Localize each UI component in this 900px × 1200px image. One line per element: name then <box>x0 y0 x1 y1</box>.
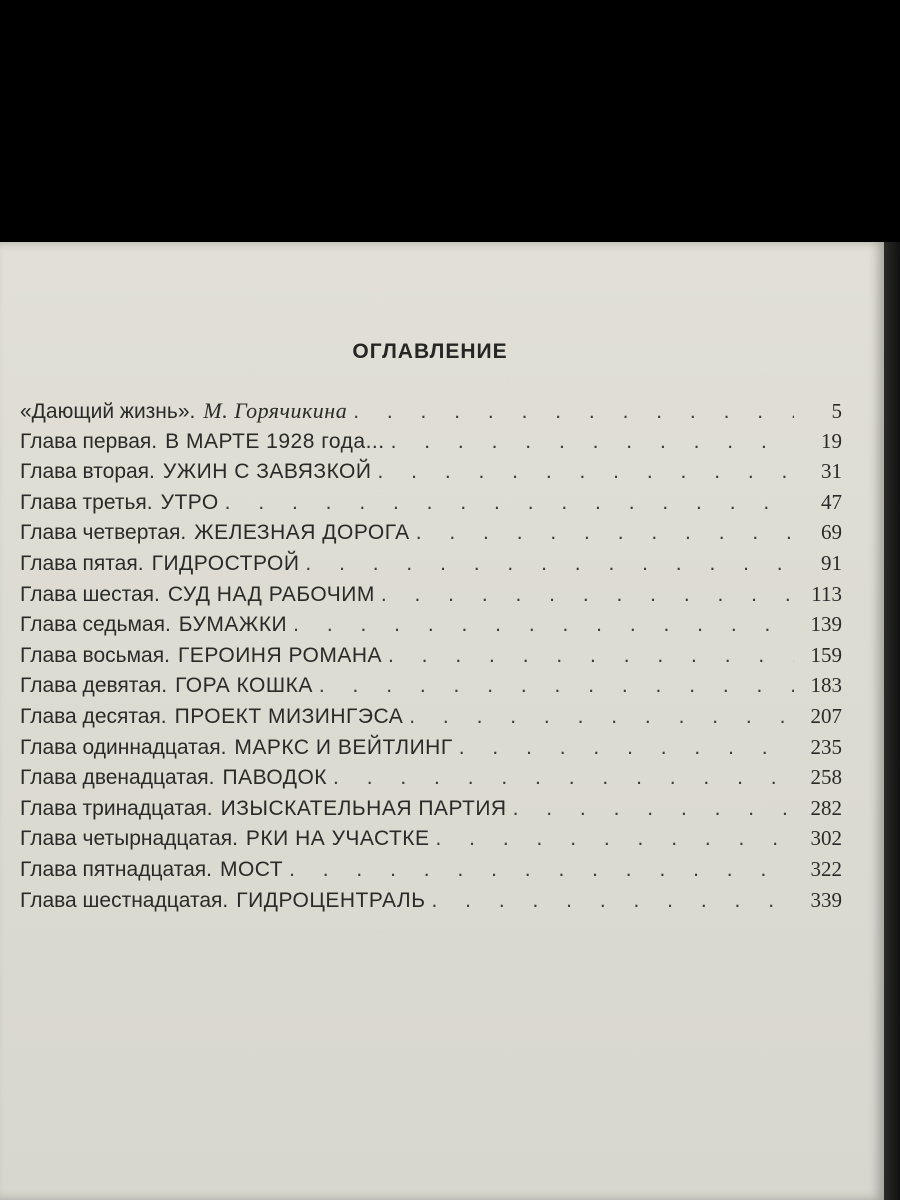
toc-page-number: 258 <box>810 765 842 790</box>
toc-page-number: 339 <box>810 887 842 912</box>
toc-entry <box>20 673 842 704</box>
toc-dot-leader <box>333 766 794 790</box>
toc-dot-leader <box>513 797 794 821</box>
toc-page-number: 5 <box>831 399 842 423</box>
toc-entry-prefix: Глава тринадцатая. <box>20 796 213 820</box>
toc-entry-prefix: Глава шестнадцатая. <box>20 888 229 912</box>
toc-page-number: 235 <box>810 734 842 759</box>
toc-entry-prefix: Глава первая. <box>20 429 158 453</box>
toc-entry <box>20 582 842 613</box>
toc-entry-title: МОСТ <box>219 857 284 881</box>
toc-page-number: 282 <box>810 795 842 820</box>
toc-entry <box>20 551 842 582</box>
toc-entry <box>20 398 842 429</box>
toc-entry-prefix: Глава пятая. <box>20 551 144 575</box>
toc-entry <box>20 459 842 490</box>
toc-entry-title: ПРОЕКТ МИЗИНГЭСА <box>174 704 404 728</box>
toc-entry-title: УТРО <box>160 490 219 514</box>
toc-entry <box>20 888 842 919</box>
toc-entry-title: ЖЕЛЕЗНАЯ ДОРОГА <box>194 521 410 545</box>
toc-dot-leader <box>388 644 794 668</box>
toc-dot-leader <box>289 858 794 882</box>
toc-dot-leader <box>391 430 794 454</box>
toc-page-number: 159 <box>810 642 842 667</box>
toc-dot-leader <box>319 674 794 698</box>
toc-entry-author: М. Горячикина <box>203 398 348 423</box>
toc-entry-prefix: Глава седьмая. <box>20 613 171 637</box>
toc-page-number: 31 <box>821 459 842 484</box>
toc-dot-leader <box>378 460 795 484</box>
toc-dot-leader <box>436 827 794 851</box>
toc-entry-prefix: «Дающий жизнь». <box>20 400 196 423</box>
toc-entry <box>20 796 842 827</box>
toc-entry-title: БУМАЖКИ <box>178 613 288 637</box>
book-page <box>0 242 884 1200</box>
toc-entry-title: УЖИН С ЗАВЯЗКОЙ <box>162 460 372 484</box>
toc-page-number: 139 <box>810 612 842 637</box>
toc-entry-title: ГИДРОСТРОЙ <box>151 551 300 575</box>
page-title: ОГЛАВЛЕНИЕ <box>352 340 508 363</box>
toc-dot-leader <box>432 889 795 913</box>
toc-entry <box>20 643 842 674</box>
toc-dot-leader <box>305 552 794 576</box>
toc-entry <box>20 704 842 735</box>
toc-page-number: 91 <box>821 550 842 575</box>
toc-page-number: 47 <box>821 489 842 514</box>
toc-entry-title: МАРКС И ВЕЙТЛИНГ <box>234 735 453 759</box>
toc-entry-title: РКИ НА УЧАСТКЕ <box>245 827 430 851</box>
toc-dot-leader <box>409 705 794 729</box>
toc-dot-leader <box>416 521 794 545</box>
toc-dot-leader <box>353 400 794 424</box>
toc-page-number: 183 <box>810 673 842 698</box>
toc-entry <box>20 429 842 460</box>
toc-entry-title: ИЗЫСКАТЕЛЬНАЯ ПАРТИЯ <box>220 796 507 820</box>
toc-entry-title: В МАРТЕ 1928 года... <box>165 429 385 453</box>
toc-entry <box>20 520 842 551</box>
toc-entry-prefix: Глава восьмая. <box>20 643 170 667</box>
toc-entry-title: СУД НАД РАБОЧИМ <box>167 582 375 606</box>
table-of-contents <box>20 398 842 918</box>
toc-entry-title: ГИДРОЦЕНТРАЛЬ <box>236 888 426 912</box>
toc-page-number: 19 <box>821 428 842 453</box>
toc-entry-prefix: Глава пятнадцатая. <box>20 857 212 881</box>
toc-entry <box>20 765 842 796</box>
book-spine-shadow <box>884 242 900 1200</box>
toc-dot-leader <box>459 736 794 760</box>
toc-entry <box>20 490 842 521</box>
toc-entry-prefix: Глава шестая. <box>20 582 160 606</box>
toc-entry-prefix: Глава четырнадцатая. <box>20 827 238 851</box>
toc-entry-prefix: Глава вторая. <box>20 460 155 484</box>
toc-entry <box>20 612 842 643</box>
toc-page-number: 207 <box>810 703 842 728</box>
toc-page-number: 322 <box>810 856 842 881</box>
toc-entry-title: ГОРА КОШКА <box>175 674 313 698</box>
toc-entry-title: ПАВОДОК <box>222 766 328 790</box>
toc-entry-prefix: Глава девятая. <box>20 674 168 698</box>
toc-entry-prefix: Глава четвертая. <box>20 521 187 545</box>
toc-entry <box>20 826 842 857</box>
toc-entry-prefix: Глава двенадцатая. <box>20 766 215 790</box>
toc-dot-leader <box>293 613 794 637</box>
toc-entry-prefix: Глава десятая. <box>20 704 167 728</box>
toc-page-number: 69 <box>821 520 842 545</box>
toc-entry-title: ГЕРОИНЯ РОМАНА <box>177 643 383 667</box>
toc-entry <box>20 857 842 888</box>
toc-entry-prefix: Глава одиннадцатая. <box>20 735 227 759</box>
toc-entry-prefix: Глава третья. <box>20 490 153 514</box>
toc-page-number: 302 <box>810 826 842 851</box>
toc-dot-leader <box>381 583 794 607</box>
toc-dot-leader <box>225 491 794 515</box>
toc-entry <box>20 735 842 766</box>
toc-page-number: 113 <box>811 581 842 606</box>
